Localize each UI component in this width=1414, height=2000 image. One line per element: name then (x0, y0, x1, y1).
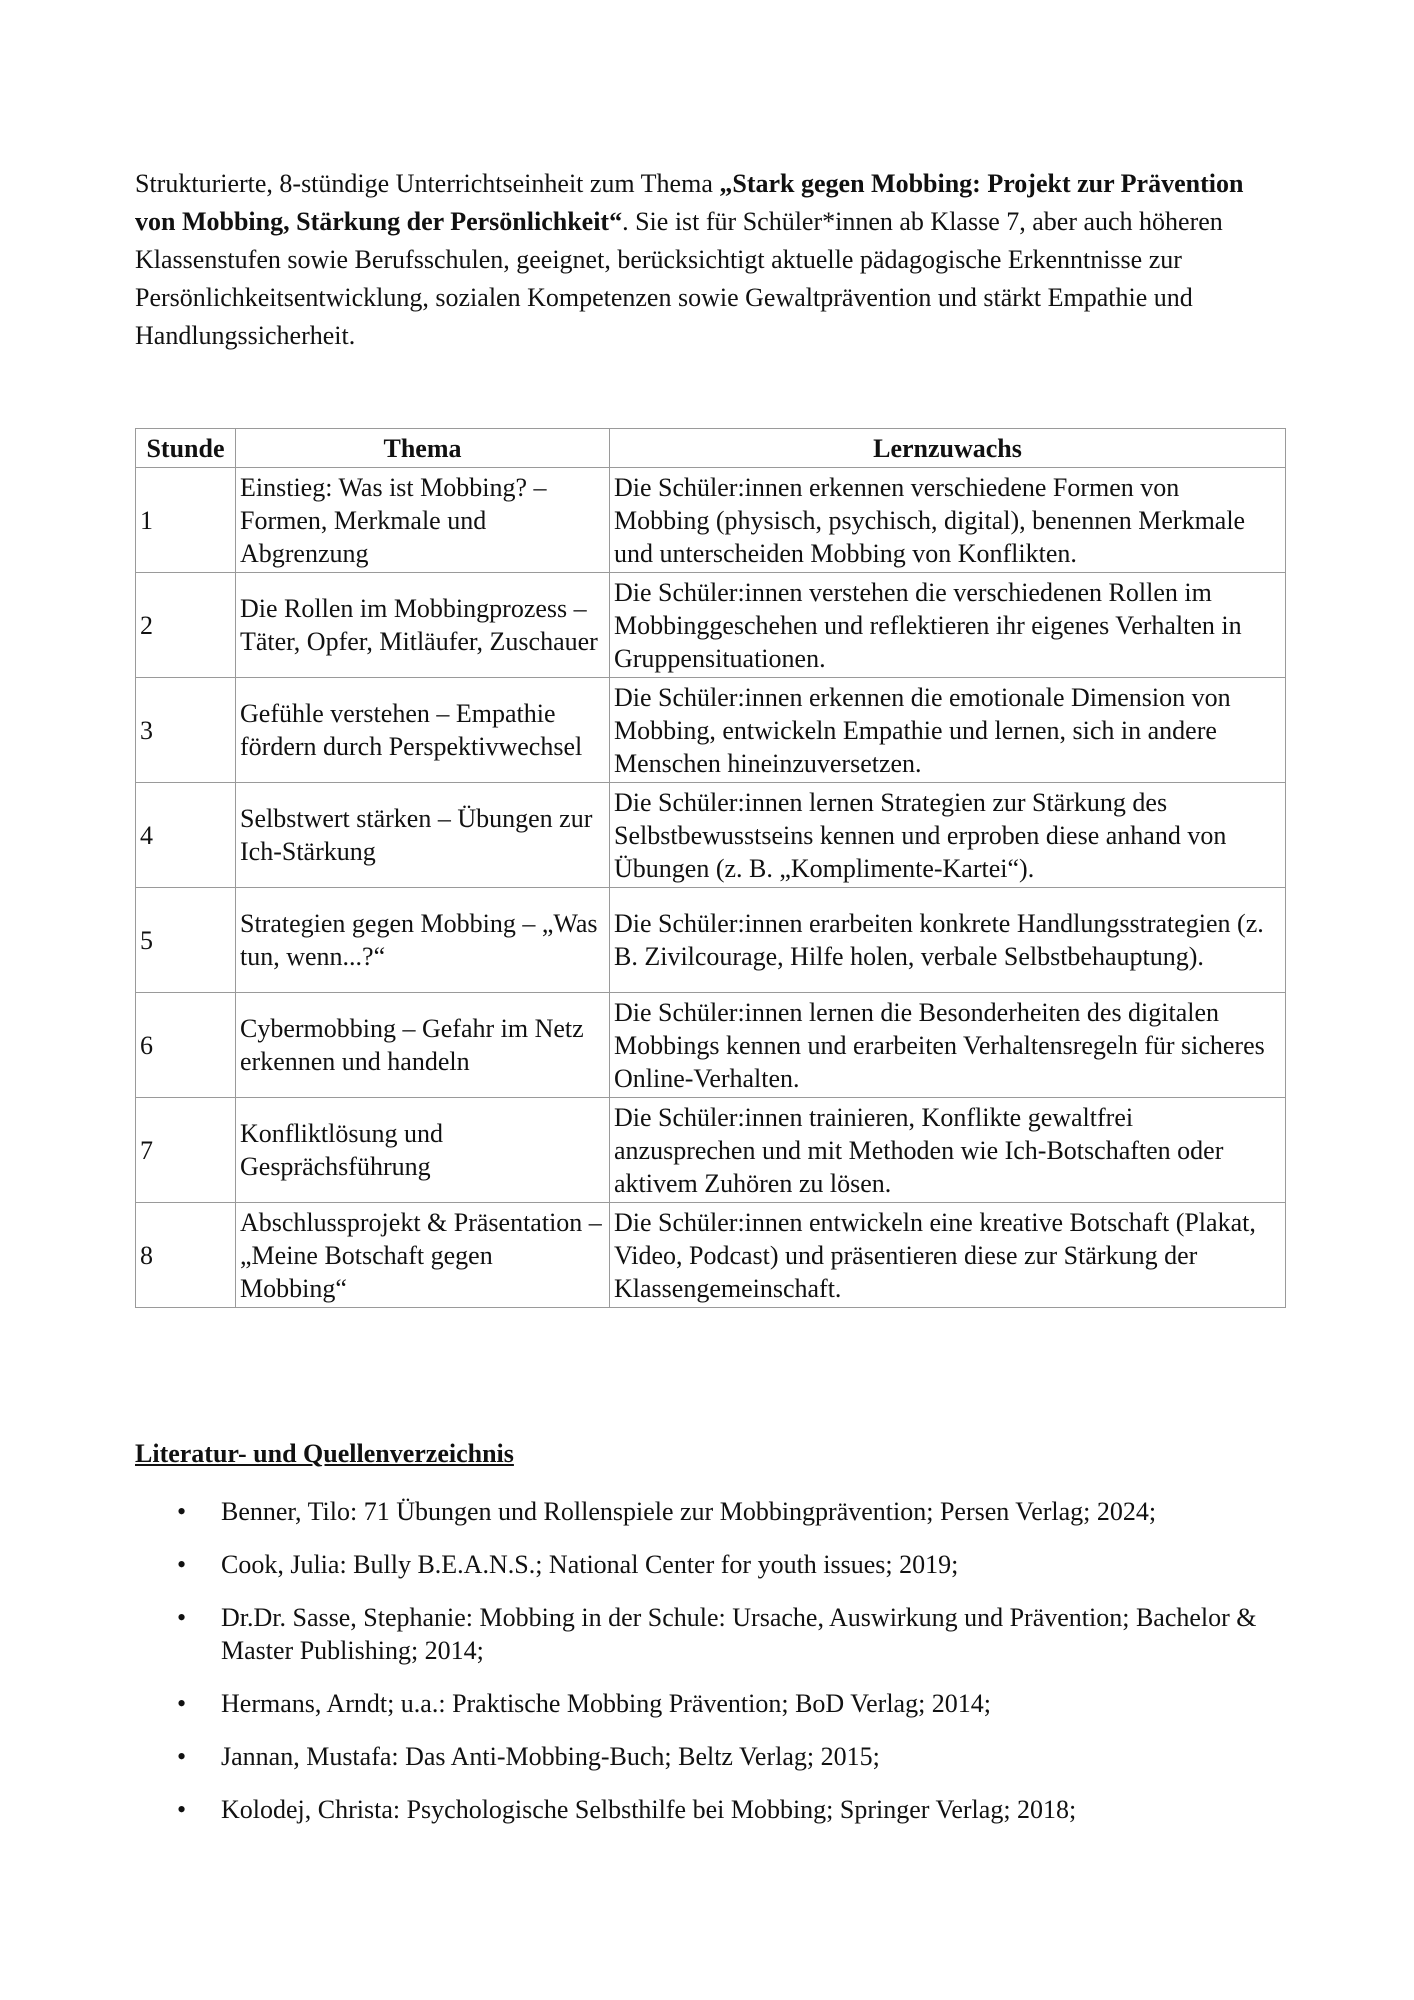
cell-lernzuwachs: Die Schüler:innen erarbeiten konkrete Handlungsstrategien (z. B. Zivilcourage, Hilfe holen, verbale Selbstbehauptung). (610, 888, 1286, 993)
lesson-table (135, 428, 1286, 1308)
bullet-icon: • (177, 1689, 187, 1718)
cell-stunde: 1 (136, 468, 236, 573)
cell-stunde: 5 (136, 888, 236, 993)
cell-stunde: 8 (136, 1203, 236, 1308)
literature-heading: Literatur- und Quellenverzeichnis (135, 1439, 514, 1468)
cell-thema: Selbstwert stärken – Übungen zur Ich-Stärkung (236, 783, 610, 888)
cell-thema: Abschlussprojekt & Präsentation – „Meine Botschaft gegen Mobbing“ (236, 1203, 610, 1308)
cell-lernzuwachs: Die Schüler:innen erkennen verschiedene Formen von Mobbing (physisch, psychisch, digital), benennen Merkmale und unterscheiden Mobbing von Konflikten. (610, 468, 1286, 573)
bullet-icon: • (177, 1497, 187, 1526)
cell-thema: Die Rollen im Mobbingprozess – Täter, Opfer, Mitläufer, Zuschauer (236, 573, 610, 678)
reference-text: Benner, Tilo: 71 Übungen und Rollenspiele zur Mobbingprävention; Persen Verlag; 2024; (221, 1497, 1157, 1526)
reference-text: Cook, Julia: Bully B.E.A.N.S.; National Center for youth issues; 2019; (221, 1550, 959, 1579)
cell-stunde: 7 (136, 1098, 236, 1203)
cell-stunde: 6 (136, 993, 236, 1098)
cell-lernzuwachs: Die Schüler:innen lernen Strategien zur Stärkung des Selbstbewusstseins kennen und erproben diese anhand von Übungen (z. B. „Komplimente-Kartei“). (610, 783, 1286, 888)
cell-stunde: 2 (136, 573, 236, 678)
bullet-icon: • (177, 1550, 187, 1579)
reference-text: Dr.Dr. Sasse, Stephanie: Mobbing in der Schule: Ursache, Auswirkung und Prävention; Bachelor & Master Publishing; 2014; (221, 1603, 1257, 1665)
list-item (135, 1548, 1285, 1581)
table-row (136, 993, 1286, 1098)
cell-lernzuwachs: Die Schüler:innen verstehen die verschiedenen Rollen im Mobbinggeschehen und reflektieren ihr eigenes Verhalten in Gruppensituationen. (610, 573, 1286, 678)
header-thema: Thema (236, 429, 610, 468)
table-row (136, 573, 1286, 678)
cell-thema: Cybermobbing – Gefahr im Netz erkennen und handeln (236, 993, 610, 1098)
reference-text: Kolodej, Christa: Psychologische Selbsthilfe bei Mobbing; Springer Verlag; 2018; (221, 1795, 1077, 1824)
intro-title: „Stark gegen Mobbing: Projekt zur Prävention von Mobbing, Stärkung der Persönlichkeit“ (135, 169, 1244, 236)
table-row (136, 678, 1286, 783)
cell-stunde: 3 (136, 678, 236, 783)
cell-lernzuwachs: Die Schüler:innen entwickeln eine kreative Botschaft (Plakat, Video, Podcast) und präsentieren diese zur Stärkung der Klassengemeinschaft. (610, 1203, 1286, 1308)
cell-stunde: 4 (136, 783, 236, 888)
list-item (135, 1793, 1285, 1826)
intro-prefix: Strukturierte, 8-stündige Unterrichtseinheit zum Thema (135, 169, 720, 198)
cell-thema: Strategien gegen Mobbing – „Was tun, wenn...?“ (236, 888, 610, 993)
list-item (135, 1687, 1285, 1720)
bullet-icon: • (177, 1742, 187, 1771)
table-row (136, 1098, 1286, 1203)
table-header-row (136, 429, 1286, 468)
table-row (136, 888, 1286, 993)
table-row (136, 1203, 1286, 1308)
reference-list (135, 1495, 1285, 1846)
intro-suffix: . Sie ist für Schüler*innen ab Klasse 7, aber auch höheren Klassenstufen sowie Berufsschulen, geeignet, berücksichtigt aktuelle pädagogische Erkenntnisse zur Persönlichkeitsentwicklung, sozialen Kompetenzen sowie Gewaltprävention und stärkt Empathie und Handlungssicherheit. (135, 207, 1223, 350)
header-stunde: Stunde (136, 429, 236, 468)
header-lernzuwachs: Lernzuwachs (610, 429, 1286, 468)
list-item (135, 1495, 1285, 1528)
cell-lernzuwachs: Die Schüler:innen lernen die Besonderheiten des digitalen Mobbings kennen und erarbeiten Verhaltensregeln für sicheres Online-Verhalten. (610, 993, 1286, 1098)
reference-text: Jannan, Mustafa: Das Anti-Mobbing-Buch; Beltz Verlag; 2015; (221, 1742, 880, 1771)
list-item (135, 1740, 1285, 1773)
cell-thema: Gefühle verstehen – Empathie fördern durch Perspektivwechsel (236, 678, 610, 783)
table-row (136, 468, 1286, 573)
bullet-icon: • (177, 1795, 187, 1824)
reference-text: Hermans, Arndt; u.a.: Praktische Mobbing Prävention; BoD Verlag; 2014; (221, 1689, 992, 1718)
cell-thema: Einstieg: Was ist Mobbing? – Formen, Merkmale und Abgrenzung (236, 468, 610, 573)
intro-paragraph (135, 165, 1285, 355)
cell-lernzuwachs: Die Schüler:innen erkennen die emotionale Dimension von Mobbing, entwickeln Empathie und lernen, sich in andere Menschen hineinzuversetzen. (610, 678, 1286, 783)
cell-thema: Konfliktlösung und Gesprächsführung (236, 1098, 610, 1203)
cell-lernzuwachs: Die Schüler:innen trainieren, Konflikte gewaltfrei anzusprechen und mit Methoden wie Ich-Botschaften oder aktivem Zuhören zu lösen. (610, 1098, 1286, 1203)
list-item (135, 1601, 1285, 1667)
bullet-icon: • (177, 1603, 187, 1632)
table-row (136, 783, 1286, 888)
